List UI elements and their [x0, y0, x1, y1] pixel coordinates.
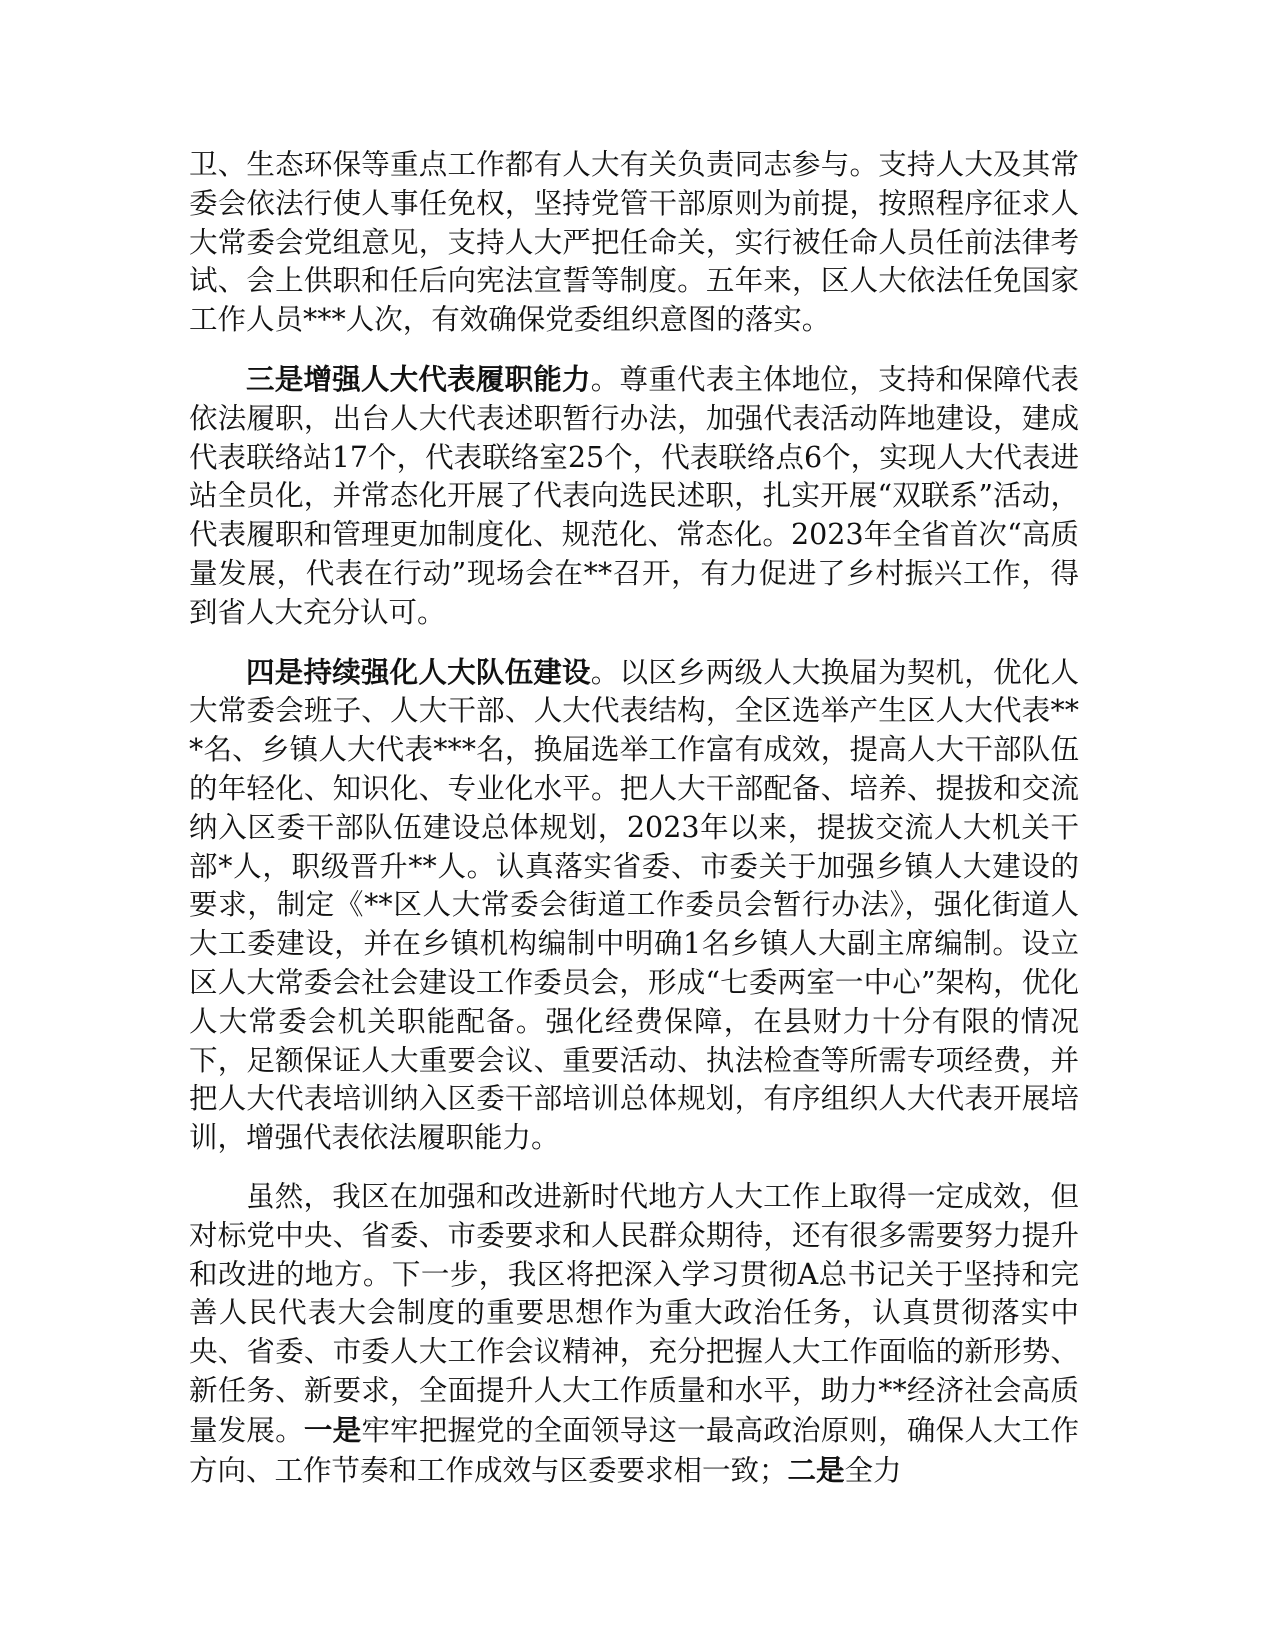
inline-text-second: 全力: [844, 1453, 902, 1487]
document-body: [189, 146, 1079, 1510]
paragraph-deputy-capacity: [189, 360, 1079, 633]
paragraph-text: 。尊重代表主体地位，支持和保障代表依法履职，出台人大代表述职暂行办法，加强代表活动阵地建设，建成代表联络站17个，代表联络室25个，代表联络点6个，实现人大代表进站全员化，并常态化开展了代表向选民述职，扎实开展“双联系”活动，代表履职和管理更加制度化、规范化、常态化。2023年全省首次“高质量发展，代表在行动”现场会在**召开，有力促进了乡村振兴工作，得到省人大充分认可。: [189, 362, 1079, 629]
inline-lead-first: 一是: [303, 1412, 362, 1447]
inline-text-first: 牢牢把握党的全面领导这一最高政治原则，确保人大工作方向、工作节奏和工作成效与区委要求相一致；: [189, 1413, 1079, 1487]
paragraph-intro-text: 虽然，我区在加强和改进新时代地方人大工作上取得一定成效，但对标党中央、省委、市委要求和人民群众期待，还有很多需要努力提升和改进的地方。下一步，我区将把深入学习贯彻A总书记关于坚持和完善人民代表大会制度的重要思想作为重大政治任务，认真贯彻落实中央、省委、市委人大工作会议精神，充分把握人大工作面临的新形势、新任务、新要求，全面提升人大工作质量和水平，助力**经济社会高质量发展。: [189, 1179, 1079, 1447]
paragraph-lead-heading: 四是持续强化人大队伍建设: [246, 654, 591, 689]
paragraph-team-building: [189, 653, 1079, 1158]
paragraph-lead-heading: 三是增强人大代表履职能力: [246, 361, 591, 396]
paragraph-text: 卫、生态环保等重点工作都有人大有关负责同志参与。支持人大及其常委会依法行使人事任免权，坚持党管干部原则为前提，按照程序征求人大常委会党组意见，支持人大严把任命关，实行被任命人员任前法律考试、会上供职和任后向宪法宣誓等制度。五年来，区人大依法任免国家工作人员***人次，有效确保党委组织意图的落实。: [189, 148, 1079, 337]
inline-lead-second: 二是: [787, 1452, 845, 1487]
paragraph-text: 。以区乡两级人大换届为契机，优化人大常委会班子、人大干部、人大代表结构，全区选举产生区人大代表***名、乡镇人大代表***名，换届选举工作富有成效，提高人大干部队伍的年轻化、知识化、专业化水平。把人大干部配备、培养、提拔和交流纳入区委干部队伍建设总体规划，2023年以来，提拔交流人大机关干部*人，职级晋升**人。认真落实省委、市委关于加强乡镇人大建设的要求，制定《**区人大常委会街道工作委员会暂行办法》，强化街道人大工委建设，并在乡镇机构编制中明确1名乡镇人大副主席编制。设立区人大常委会社会建设工作委员会，形成“七委两室一中心”架构，优化人大常委会机关职能配备。强化经费保障，在县财力十分有限的情况下，足额保证人大重要会议、重要活动、执法检查等所需专项经费，并把人大代表培训纳入区委干部培训总体规划，有序组织人大代表开展培训，增强代表依法履职能力。: [189, 655, 1079, 1155]
paragraph-next-steps: [189, 1178, 1079, 1490]
paragraph-personnel-appointment: [189, 146, 1079, 340]
